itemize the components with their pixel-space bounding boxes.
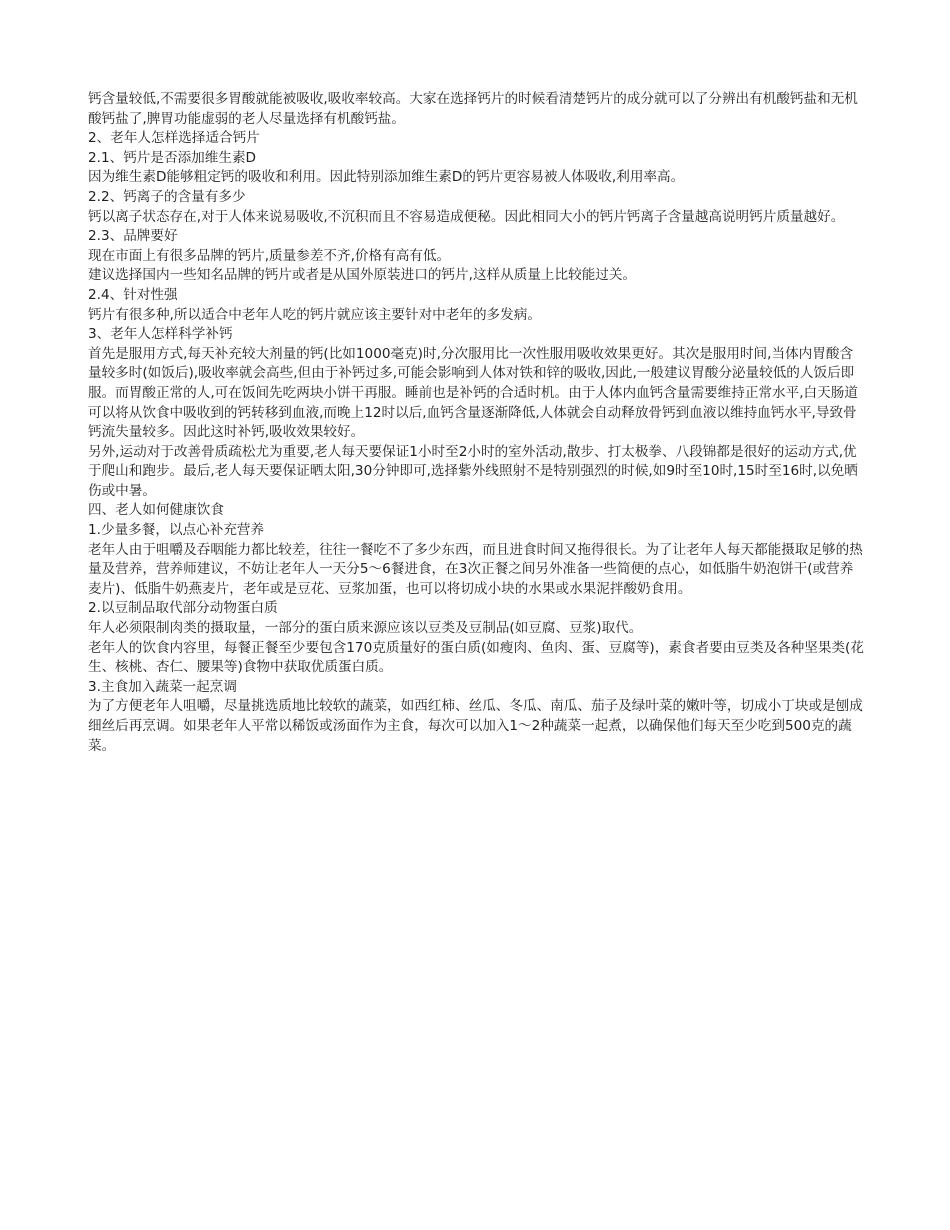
paragraph-brand-market: 现在市面上有很多品牌的钙片,质量参差不齐,价格有高有低。	[88, 247, 451, 264]
subheading-soy-protein: 2.以豆制品取代部分动物蛋白质	[88, 600, 278, 617]
document-body	[88, 90, 866, 756]
heading-choose-calcium: 2、老年人怎样选择适合钙片	[88, 130, 260, 147]
subheading-vitamin-d: 2.1、钙片是否添加维生素D	[88, 149, 257, 166]
subheading-calcium-ion: 2.2、钙离子的含量有多少	[88, 188, 246, 205]
paragraph-soy-protein-limit: 年人必须限制肉类的摄取量，一部分的蛋白质来源应该以豆类及豆制品(如豆腐、豆浆)取代。	[88, 620, 643, 637]
paragraph-calcium-ion: 钙以离子状态存在,对于人体来说易吸收,不沉积而且不容易造成便秘。因此相同大小的钙片钙离子含量越高说明钙片质量越好。	[88, 208, 845, 225]
paragraph-exercise: 另外,运动对于改善骨质疏松尤为重要,老人每天要保证1小时至2小时的室外活动,散步、打太极拳、八段锦都是很好的运动方式,优于爬山和跑步。最后,老人每天要保证晒太阳,30分钟即可,选择紫外线照射不是特别强烈的时候,如9时至10时,15时至16时,以免晒伤或中暑。	[88, 443, 858, 499]
paragraph-brand-advice: 建议选择国内一些知名品牌的钙片或者是从国外原装进口的钙片,这样从质量上比较能过关。	[88, 267, 637, 284]
paragraph-targeted: 钙片有很多种,所以适合中老年人吃的钙片就应该主要针对中老年的多发病。	[88, 306, 541, 323]
heading-scientific-supplement: 3、老年人怎样科学补钙	[88, 326, 233, 343]
subheading-small-meals: 1.少量多餐，以点心补充营养	[88, 522, 265, 539]
paragraph-vitamin-d: 因为维生素D能够粗定钙的吸收和利用。因此特别添加维生素D的钙片更容易被人体吸收,利用率高。	[88, 169, 685, 186]
subheading-vegetables: 3.主食加入蔬菜一起烹调	[88, 678, 237, 695]
subheading-targeted: 2.4、针对性强	[88, 286, 178, 303]
paragraph-calcium-absorption: 钙含量较低,不需要很多胃酸就能被吸收,吸收率较高。大家在选择钙片的时候看清楚钙片的成分就可以了分辨出有机酸钙盐和无机酸钙盐了,脾胃功能虚弱的老人尽量选择有机酸钙盐。	[88, 91, 858, 127]
paragraph-small-meals: 老年人由于咀嚼及吞咽能力都比较差，往往一餐吃不了多少东西，而且进食时间又拖得很长。为了让老年人每天都能摄取足够的热量及营养，营养师建议，不妨让老年人一天分5～6餐进食，在3次正餐之间另外准备一些简便的点心，如低脂牛奶泡饼干(或营养麦片)、低脂牛奶燕麦片，老年或是豆花、豆浆加蛋，也可以将切成小块的水果或水果泥拌酸奶食用。	[88, 541, 863, 597]
paragraph-supplement-method: 首先是服用方式,每天补充较大剂量的钙(比如1000毫克)时,分次服用比一次性服用吸收效果更好。其次是服用时间,当体内胃酸含量较多时(如饭后),吸收率就会高些,但由于补钙过多,可能会影响到人体对铁和锌的吸收,因此,一般建议胃酸分泌量较低的人饭后即服。而胃酸正常的人,可在饭间先吃两块小饼干再服。睡前也是补钙的合适时机。由于人体内血钙含量需要维持正常水平,白天肠道可以将从饮食中吸收到的钙转移到血液,而晚上12时以后,血钙含量逐渐降低,人体就会自动释放骨钙到血液以维持血钙水平,导致骨钙流失量较多。因此这时补钙,吸收效果较好。	[88, 345, 858, 441]
paragraph-soy-protein-amount: 老年人的饮食内容里，每餐正餐至少要包含170克质量好的蛋白质(如瘦肉、鱼肉、蛋、豆腐等)，素食者要由豆类及各种坚果类(花生、核桃、杏仁、腰果等)食物中获取优质蛋白质。	[88, 639, 864, 676]
subheading-brand: 2.3、品牌要好	[88, 228, 178, 245]
heading-healthy-diet: 四、老人如何健康饮食	[88, 502, 224, 519]
paragraph-vegetables: 为了方便老年人咀嚼，尽量挑选质地比较软的蔬菜，如西红柿、丝瓜、冬瓜、南瓜、茄子及绿叶菜的嫩叶等，切成小丁块或是刨成细丝后再烹调。如果老年人平常以稀饭或汤面作为主食，每次可以加入1～2种蔬菜一起煮，以确保他们每天至少吃到500克的蔬菜。	[88, 698, 863, 754]
